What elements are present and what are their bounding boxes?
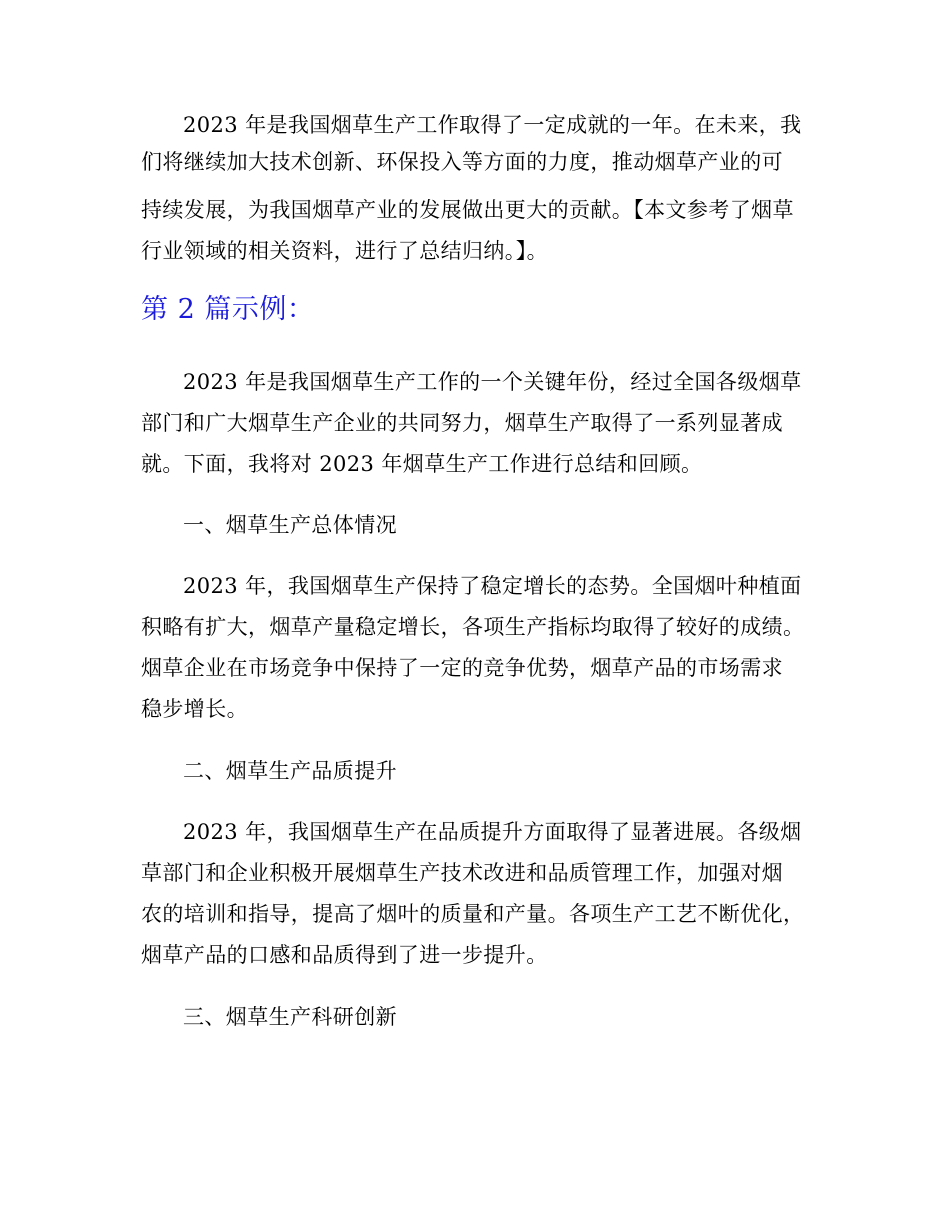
paragraph-1-line-1: 2023 年是我国烟草生产工作取得了一定成就的一年。在未来，我: [183, 113, 802, 137]
paragraph-4-line-1: 2023 年，我国烟草生产在品质提升方面取得了显著进展。各级烟: [183, 820, 802, 844]
paragraph-4-line-4: 烟草产品的口感和品质得到了进一步提升。: [141, 943, 548, 967]
paragraph-2-line-1: 2023 年是我国烟草生产工作的一个关键年份，经过全国各级烟草: [183, 370, 802, 394]
section-heading: 第 2 篇示例：: [141, 294, 315, 325]
paragraph-2-line-3: 就。下面，我将对 2023 年烟草生产工作进行总结和回顾。: [141, 452, 703, 476]
paragraph-3-line-2: 积略有扩大，烟草产量稳定增长，各项生产指标均取得了较好的成绩。: [141, 615, 805, 639]
subsection-title-3: 三、烟草生产科研创新: [183, 1005, 397, 1029]
paragraph-1-line-4: 行业领域的相关资料，进行了总结归纳。】。: [141, 239, 548, 263]
paragraph-2-line-2: 部门和广大烟草生产企业的共同努力，烟草生产取得了一系列显著成: [141, 411, 783, 435]
paragraph-1-line-2: 们将继续加大技术创新、环保投入等方面的力度，推动烟草产业的可: [141, 150, 783, 174]
subsection-title-1: 一、烟草生产总体情况: [183, 513, 397, 537]
paragraph-3-line-1: 2023 年，我国烟草生产保持了稳定增长的态势。全国烟叶种植面: [183, 574, 802, 598]
paragraph-1-line-3: 持续发展，为我国烟草产业的发展做出更大的贡献。【本文参考了烟草: [141, 198, 794, 222]
paragraph-3-line-4: 稳步增长。: [141, 697, 248, 721]
subsection-title-2: 二、烟草生产品质提升: [183, 759, 397, 783]
paragraph-3-line-3: 烟草企业在市场竞争中保持了一定的竞争优势，烟草产品的市场需求: [141, 656, 783, 680]
paragraph-4-line-3: 农的培训和指导，提高了烟叶的质量和产量。各项生产工艺不断优化，: [141, 902, 805, 926]
paragraph-4-line-2: 草部门和企业积极开展烟草生产技术改进和品质管理工作，加强对烟: [141, 861, 783, 885]
